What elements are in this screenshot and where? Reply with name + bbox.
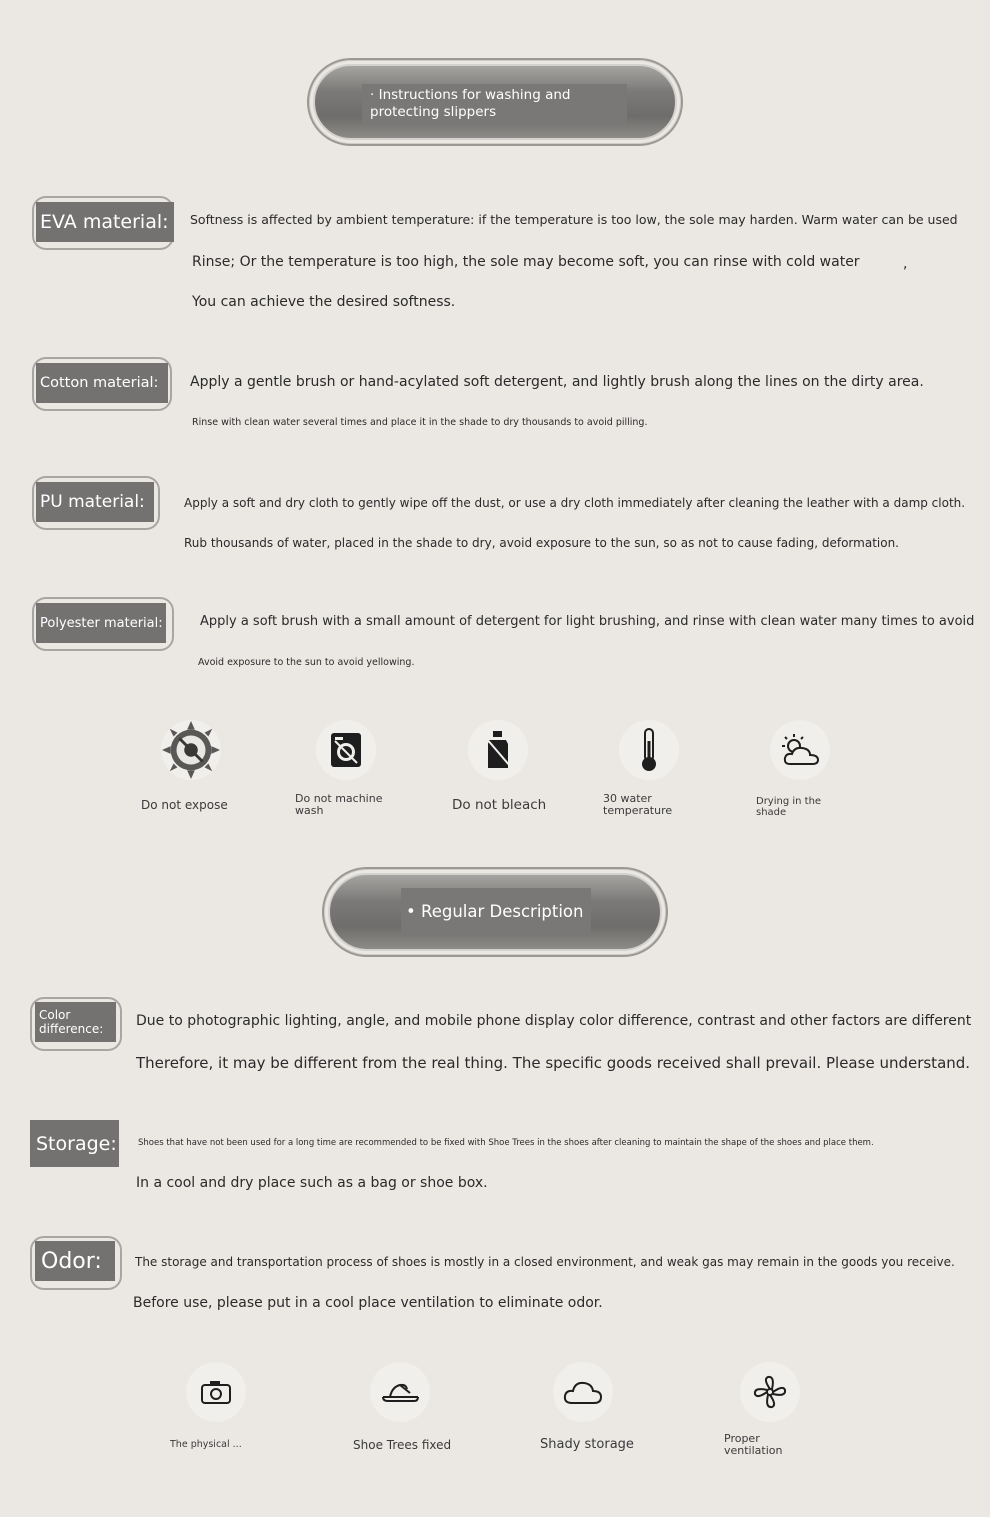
storage-tag-label: Storage: xyxy=(30,1120,119,1167)
fan-icon xyxy=(740,1362,800,1422)
sun-cloud-label: Drying in the shade xyxy=(756,796,822,818)
thermometer-label: 30 water temperature xyxy=(603,792,673,818)
thermometer-icon xyxy=(619,720,679,780)
no-machine-wash-label: Do not machine wash xyxy=(295,792,383,818)
color-diff-line-1: Due to photographic lighting, angle, and mobile phone display color difference, contrast and other factors are different xyxy=(136,1013,972,1029)
shoe-tree-label: Shoe Trees fixed xyxy=(353,1438,452,1452)
no-bleach-label: Do not bleach xyxy=(452,797,547,813)
sun-cloud-icon xyxy=(770,720,830,780)
odor-tag-label: Odor: xyxy=(35,1241,115,1281)
eva-line-2: Rinse; Or the temperature is too high, the sole may become soft, you can rinse with cold water xyxy=(192,254,860,270)
cotton-tag-label: Cotton material: xyxy=(36,363,168,403)
color-diff-line-2: Therefore, it may be different from the real thing. The specific goods received shall prevail. Please understand. xyxy=(136,1054,971,1072)
eva-line-3: You can achieve the desired softness. xyxy=(192,294,456,310)
pu-tag-label: PU material: xyxy=(36,482,154,522)
polyester-line-1: Apply a soft brush with a small amount of detergent for light brushing, and rinse with clean water many times to avoid xyxy=(200,614,975,629)
cloud-label: Shady storage xyxy=(540,1437,634,1452)
eva-line-1: Softness is affected by ambient temperature: if the temperature is too low, the sole may harden. Warm water can be used xyxy=(190,212,958,227)
odor-line-2: Before use, please put in a cool place ventilation to eliminate odor. xyxy=(133,1295,603,1311)
regular-header-title: • Regular Description xyxy=(401,888,591,936)
washing-header-title: · Instructions for washing and protecting slippers xyxy=(362,84,627,124)
polyester-tag-label: Polyester material: xyxy=(36,603,166,643)
storage-line-2: In a cool and dry place such as a bag or shoe box. xyxy=(136,1175,488,1191)
fan-label: Proper ventilation xyxy=(724,1432,783,1458)
cotton-line-1: Apply a gentle brush or hand-acylated soft detergent, and lightly brush along the lines on the dirty area. xyxy=(190,374,924,390)
camera-icon xyxy=(186,1362,246,1422)
camera-label: The physical ... xyxy=(170,1439,242,1450)
pu-line-2: Rub thousands of water, placed in the shade to dry, avoid exposure to the sun, so as not to cause fading, deformation. xyxy=(184,536,899,550)
no-sun-label: Do not expose xyxy=(141,798,228,812)
pu-line-1: Apply a soft and dry cloth to gently wipe off the dust, or use a dry cloth immediately after cleaning the leather with a damp cloth. xyxy=(184,496,966,510)
eva-tag-label: EVA material: xyxy=(36,202,174,242)
color-diff-tag-label: Color difference: xyxy=(35,1002,116,1042)
cotton-line-2: Rinse with clean water several times and place it in the shade to dry thousands to avoid pilling. xyxy=(192,417,648,428)
no-bleach-icon xyxy=(468,720,528,780)
no-sun-icon xyxy=(161,720,221,780)
eva-mark: , xyxy=(903,256,908,272)
odor-line-1: The storage and transportation process of shoes is mostly in a closed environment, and weak gas may remain in the goods you receive. xyxy=(135,1255,955,1269)
shoe-tree-icon xyxy=(370,1362,430,1422)
storage-line-1: Shoes that have not been used for a long time are recommended to be fixed with Shoe Trees in the shoes after cleaning to maintain the shape of the shoes and place them. xyxy=(138,1138,874,1148)
no-machine-wash-icon xyxy=(316,720,376,780)
cloud-icon xyxy=(553,1362,613,1422)
polyester-line-2: Avoid exposure to the sun to avoid yellowing. xyxy=(198,657,415,668)
